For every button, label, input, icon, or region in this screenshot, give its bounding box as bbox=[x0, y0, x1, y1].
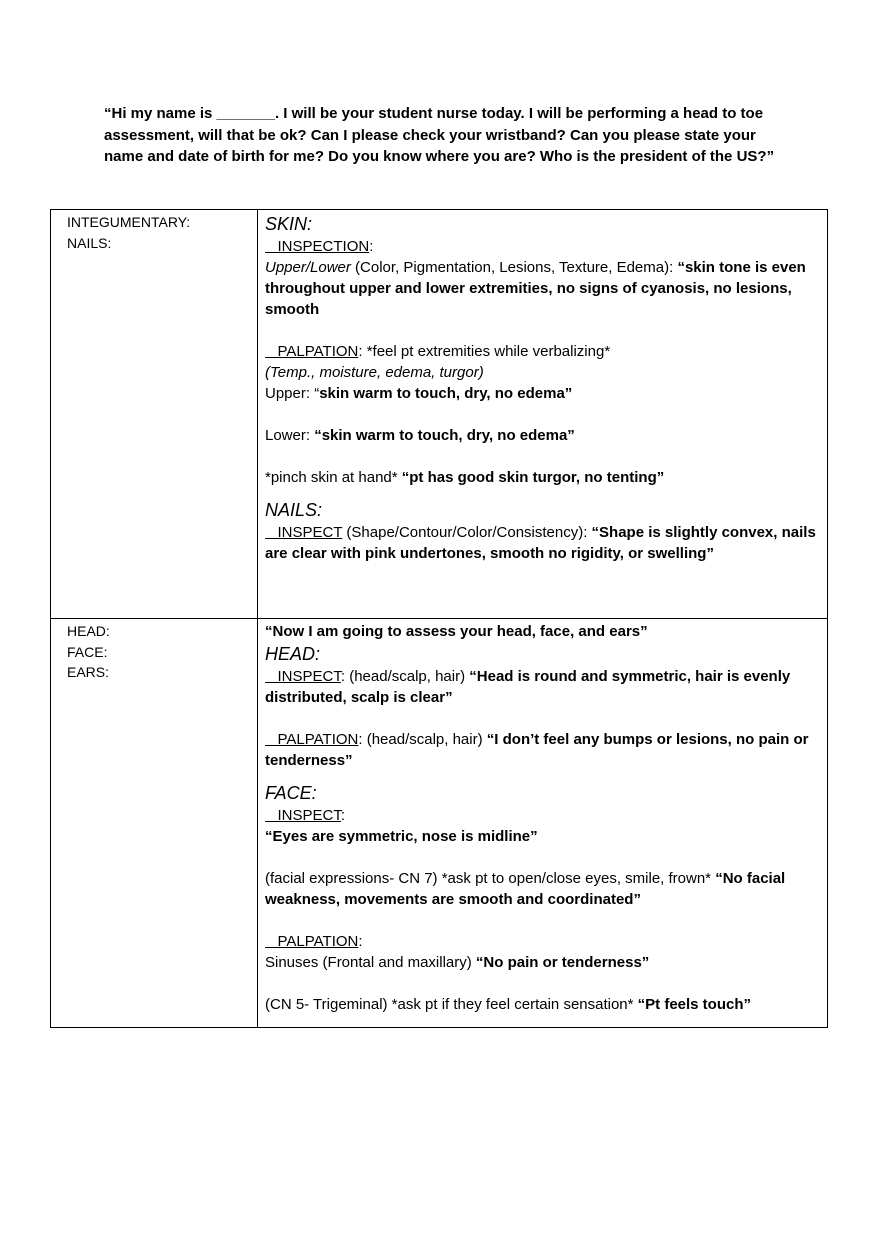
palpation-label: PALPATION bbox=[277, 933, 359, 950]
face-inspect-quote: “Eyes are symmetric, nose is midline” bbox=[265, 828, 538, 845]
skin-inspection-line: Upper/Lower (Color, Pigmentation, Lesions, Texture, Edema): “skin tone is even throughout upper and lower extremities, no signs of cyanosis, no lesions, smooth bbox=[265, 259, 806, 318]
sinus-line: Sinuses (Frontal and maxillary) “No pain or tenderness” bbox=[265, 954, 650, 971]
lower-palpation-line: Lower: “skin warm to touch, dry, no edema” bbox=[265, 427, 575, 444]
section-title-head: HEAD: bbox=[265, 644, 321, 664]
system-label-cell bbox=[51, 210, 258, 619]
palpation-params: (Temp., moisture, edema, turgor) bbox=[265, 364, 484, 381]
section-title-face: FACE: bbox=[265, 783, 317, 803]
system-label: HEAD: bbox=[67, 623, 110, 639]
trigeminal-line: (CN 5- Trigeminal) *ask pt if they feel certain sensation* “Pt feels touch” bbox=[265, 996, 752, 1013]
head-palpation-line: PALPATION: (head/scalp, hair) “I don’t feel any bumps or lesions, no pain or tenderness” bbox=[265, 731, 809, 769]
upper-palpation-line: Upper: “skin warm to touch, dry, no edema” bbox=[265, 385, 573, 402]
nails-inspect-line: INSPECT (Shape/Contour/Color/Consistency): “Shape is slightly convex, nails are clear with pink undertones, smooth no rigidity, or swelling” bbox=[265, 524, 816, 562]
system-label-cell bbox=[51, 619, 258, 1028]
system-label: INTEGUMENTARY: bbox=[67, 214, 191, 230]
inspect-label: INSPECT bbox=[277, 668, 341, 685]
face-palpation-heading: PALPATION: bbox=[265, 931, 827, 952]
inspect-label: INSPECT bbox=[277, 807, 341, 824]
assessment-content-cell bbox=[258, 210, 828, 619]
head-inspect-line: INSPECT: (head/scalp, hair) “Head is round and symmetric, hair is evenly distributed, scalp is clear” bbox=[265, 668, 791, 706]
head-intro-quote: “Now I am going to assess your head, face, and ears” bbox=[265, 623, 648, 640]
face-inspect-heading: INSPECT: bbox=[265, 805, 827, 826]
turgor-line: *pinch skin at hand* “pt has good skin turgor, no tenting” bbox=[265, 469, 665, 486]
palpation-label: PALPATION bbox=[277, 343, 359, 360]
facial-expression-line: (facial expressions- CN 7) *ask pt to open/close eyes, smile, frown* “No facial weakness, movements are smooth and coordinated” bbox=[265, 870, 786, 908]
table-row bbox=[51, 619, 828, 1028]
system-label: FACE: bbox=[67, 643, 108, 660]
section-title-nails: NAILS: bbox=[265, 500, 323, 520]
table-row bbox=[51, 210, 828, 619]
inspection-label: INSPECTION bbox=[277, 238, 370, 255]
inspection-heading: INSPECTION: bbox=[265, 236, 827, 257]
assessment-table bbox=[50, 209, 828, 1028]
system-label: NAILS: bbox=[67, 234, 112, 251]
palpation-heading: PALPATION: *feel pt extremities while verbalizing* bbox=[265, 341, 827, 362]
inspect-label: INSPECT bbox=[277, 524, 343, 541]
section-title-skin: SKIN: bbox=[265, 214, 313, 234]
system-label: EARS: bbox=[67, 664, 110, 680]
intro-script: “Hi my name is _______. I will be your student nurse today. I will be performing a head to toe assessment, will that be ok? Can I please check your wristband? Can you please state your name and date of birth for me? Do you know where you are? Who is the president of the US?” bbox=[104, 105, 775, 165]
palpation-label: PALPATION bbox=[277, 731, 359, 748]
assessment-content-cell bbox=[258, 619, 828, 1028]
